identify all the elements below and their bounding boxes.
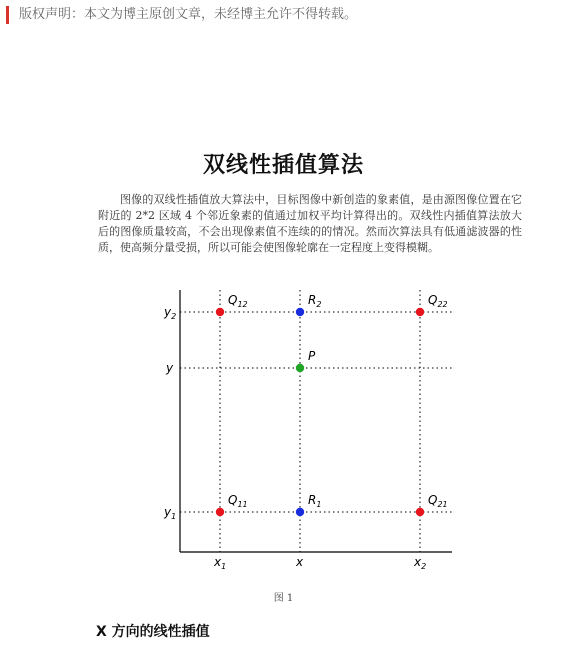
figure-caption: 图 1 [273, 593, 294, 604]
point-q12 [216, 308, 224, 316]
section-heading: X 方向的线性插值 [96, 624, 210, 640]
label-r2: $R_2$ [308, 293, 322, 309]
label-r1: $R_1$ [308, 493, 322, 509]
y1-label: $y_1$ [164, 505, 177, 521]
x1-label: $x_1$ [214, 555, 227, 571]
point-q11 [216, 508, 224, 516]
article-title: 双线性插值算法 [202, 153, 364, 178]
article-paragraph: 图像的双线性插值放大算法中，目标图像中新创造的象素值，是由源图像位置在它附近的 2*2 区域 4 个邻近象素的值通过加权平均计算得出的。双线性内插值算法放大后的图像质量较高，不会出现像素值不连续的的情况。然而次算法具有低通滤波器的性质，使高频分量受损，所以可能会使图像轮廓在一定程度上变得模糊。 [98, 193, 522, 254]
point-q21 [416, 508, 424, 516]
bilinear-figure [150, 282, 470, 578]
point-r1 [296, 508, 304, 516]
y-label: y [166, 361, 174, 375]
point-q22 [416, 308, 424, 316]
copyright-notice: 版权声明：本文为博主原创文章，未经博主允许不得转载。 [6, 6, 559, 24]
point-r2 [296, 308, 304, 316]
x-label: x [296, 555, 304, 569]
x2-label: $x_2$ [414, 555, 427, 571]
point-p [296, 364, 304, 372]
label-q22: $Q_{22}$ [428, 293, 448, 309]
label-q11: $Q_{11}$ [228, 493, 248, 509]
label-q21: $Q_{21}$ [428, 493, 448, 509]
label-q12: $Q_{12}$ [228, 293, 248, 309]
y2-label: $y_2$ [164, 305, 177, 321]
label-p: P [308, 349, 316, 363]
